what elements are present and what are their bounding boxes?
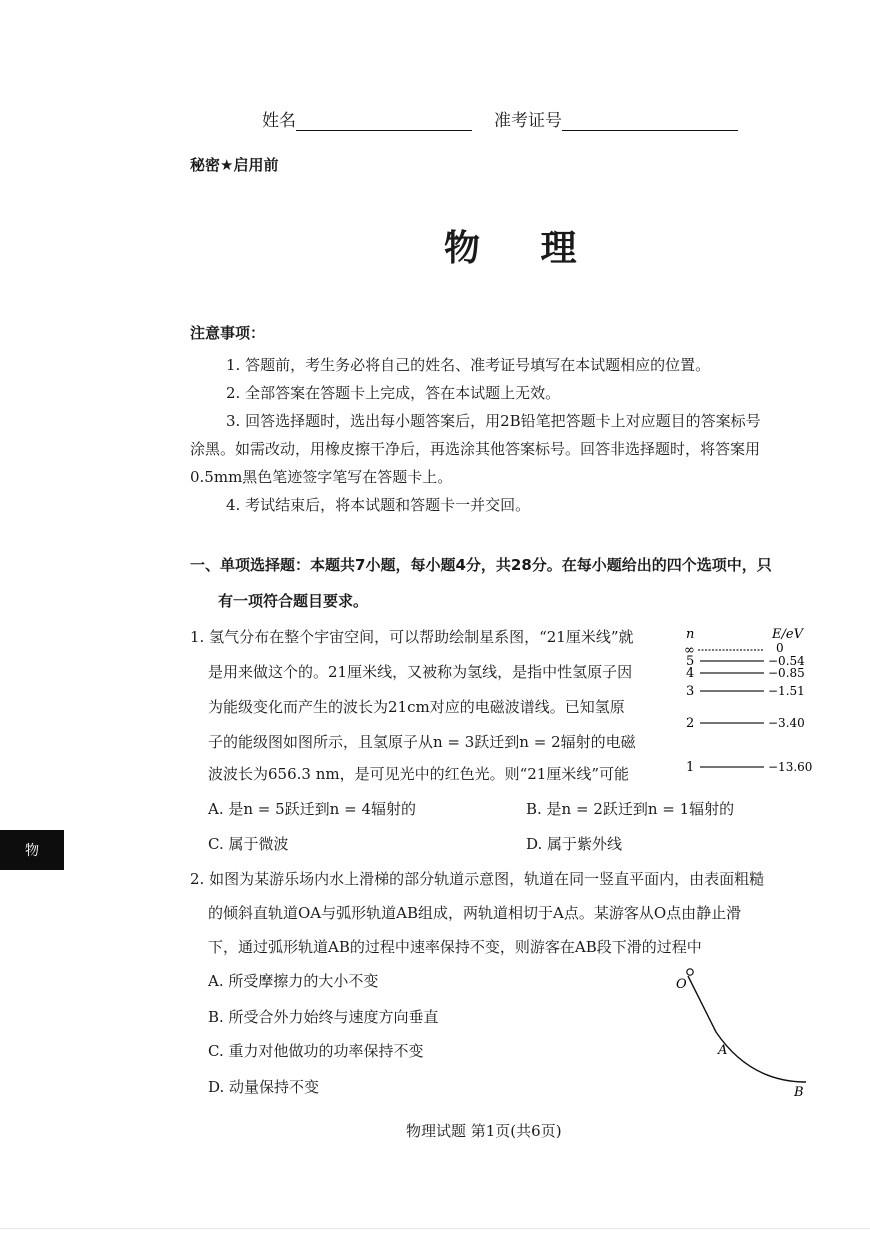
q1-option-a: A. 是n = 5跃迁到n = 4辐射的 [208,800,416,818]
q2-line1: 2. 如图为某游乐场内水上滑梯的部分轨道示意图，轨道在同一竖直平面内，由表面粗糙 [190,870,765,888]
q2-line2: 的倾斜直轨道OA与弧形轨道AB组成，两轨道相切于A点。某游客从O点由静止滑 [208,904,742,922]
q1-line1: 1. 氢气分布在整个宇宙空间，可以帮助绘制星系图，“21厘米线”就 [190,628,634,646]
q1-line2: 是用来做这个的。21厘米线，又被称为氢线，是指中性氢原子因 [208,663,633,681]
level-n-1: 1 [686,760,695,775]
q2-option-b: B. 所受合外力始终与速度方向垂直 [208,1008,439,1026]
label-b: B [794,1085,804,1100]
id-field [494,106,738,131]
energy-n-label: n [686,627,695,642]
q1-line5: 波波长为656.3 nm，是可见光中的红色光。则“21厘米线”可能 [208,765,630,783]
notes-item-4: 4. 考试结束后，将本试题和答题卡一并交回。 [226,496,531,514]
level-e-4: −0.85 [768,666,805,680]
energy-level-diagram [680,620,820,780]
section1-heading-line1: 一、单项选择题：本题共7小题，每小题4分，共28分。在每小题给出的四个选项中，只 [190,556,772,574]
name-underline [296,112,472,131]
q1-option-d: D. 属于紫外线 [526,835,623,853]
energy-e-label: E/eV [772,627,803,642]
page-footer: 物理试题 第1页(共6页) [406,1122,562,1140]
track-curve [688,976,806,1082]
level-e-5: −0.54 [768,654,805,668]
notes-item-1: 1. 答题前，考生务必将自己的姓名、准考证号填写在本试题相应的位置。 [226,356,711,374]
q1-line3: 为能级变化而产生的波长为21cm对应的电磁波谱线。已知氢原 [208,698,625,716]
level-e-2: −3.40 [768,716,805,730]
subject-side-tab [0,830,64,870]
q1-line4: 子的能级图如图所示，且氢原子从n = 3跃迁到n = 2辐射的电磁 [208,733,636,751]
track-diagram [670,962,820,1102]
notes-heading: 注意事项： [190,324,266,342]
label-o: O [676,977,687,992]
id-underline [562,112,738,131]
q2-line3: 下，通过弧形轨道AB的过程中速率保持不变，则游客在AB段下滑的过程中 [208,938,702,956]
q1-option-b: B. 是n = 2跃迁到n = 1辐射的 [526,800,735,818]
bottom-divider [0,1228,870,1229]
name-label: 姓名 [262,111,296,131]
q2-option-d: D. 动量保持不变 [208,1078,320,1096]
notes-item-2: 2. 全部答案在答题卡上完成，答在本试题上无效。 [226,384,561,402]
level-n-3: 3 [686,684,695,699]
level-e-1: −13.60 [768,760,813,774]
level-e-3: −1.51 [768,684,805,698]
section1-heading-line2: 有一项符合题目要求。 [218,592,369,610]
notes-item-3-line2: 涂黑。如需改动，用橡皮擦干净后，再选涂其他答案标号。回答非选择题时，将答案用 [190,440,761,458]
page-title: 物 理 [444,228,601,269]
side-tab-label: 物 [25,843,39,859]
name-field [262,106,472,131]
q1-option-c: C. 属于微波 [208,835,289,853]
notes-item-3-line3: 0.5mm黑色笔迹签字笔写在答题卡上。 [190,468,453,486]
label-a: A [718,1043,728,1058]
level-n-2: 2 [686,716,695,731]
rider-icon [687,969,693,975]
level-n-5: 5 [686,654,695,669]
level-n-inf: ∞ [684,643,695,658]
notes-item-3-line1: 3. 回答选择题时，选出每小题答案后，用2B铅笔把答题卡上对应题目的答案标号 [226,412,761,430]
id-label: 准考证号 [494,111,562,131]
secret-label: 秘密★启用前 [190,156,279,174]
level-n-4: 4 [686,666,695,681]
q2-option-c: C. 重力对他做功的功率保持不变 [208,1042,424,1060]
q2-option-a: A. 所受摩擦力的大小不变 [208,972,379,990]
level-e-inf: 0 [776,641,784,655]
